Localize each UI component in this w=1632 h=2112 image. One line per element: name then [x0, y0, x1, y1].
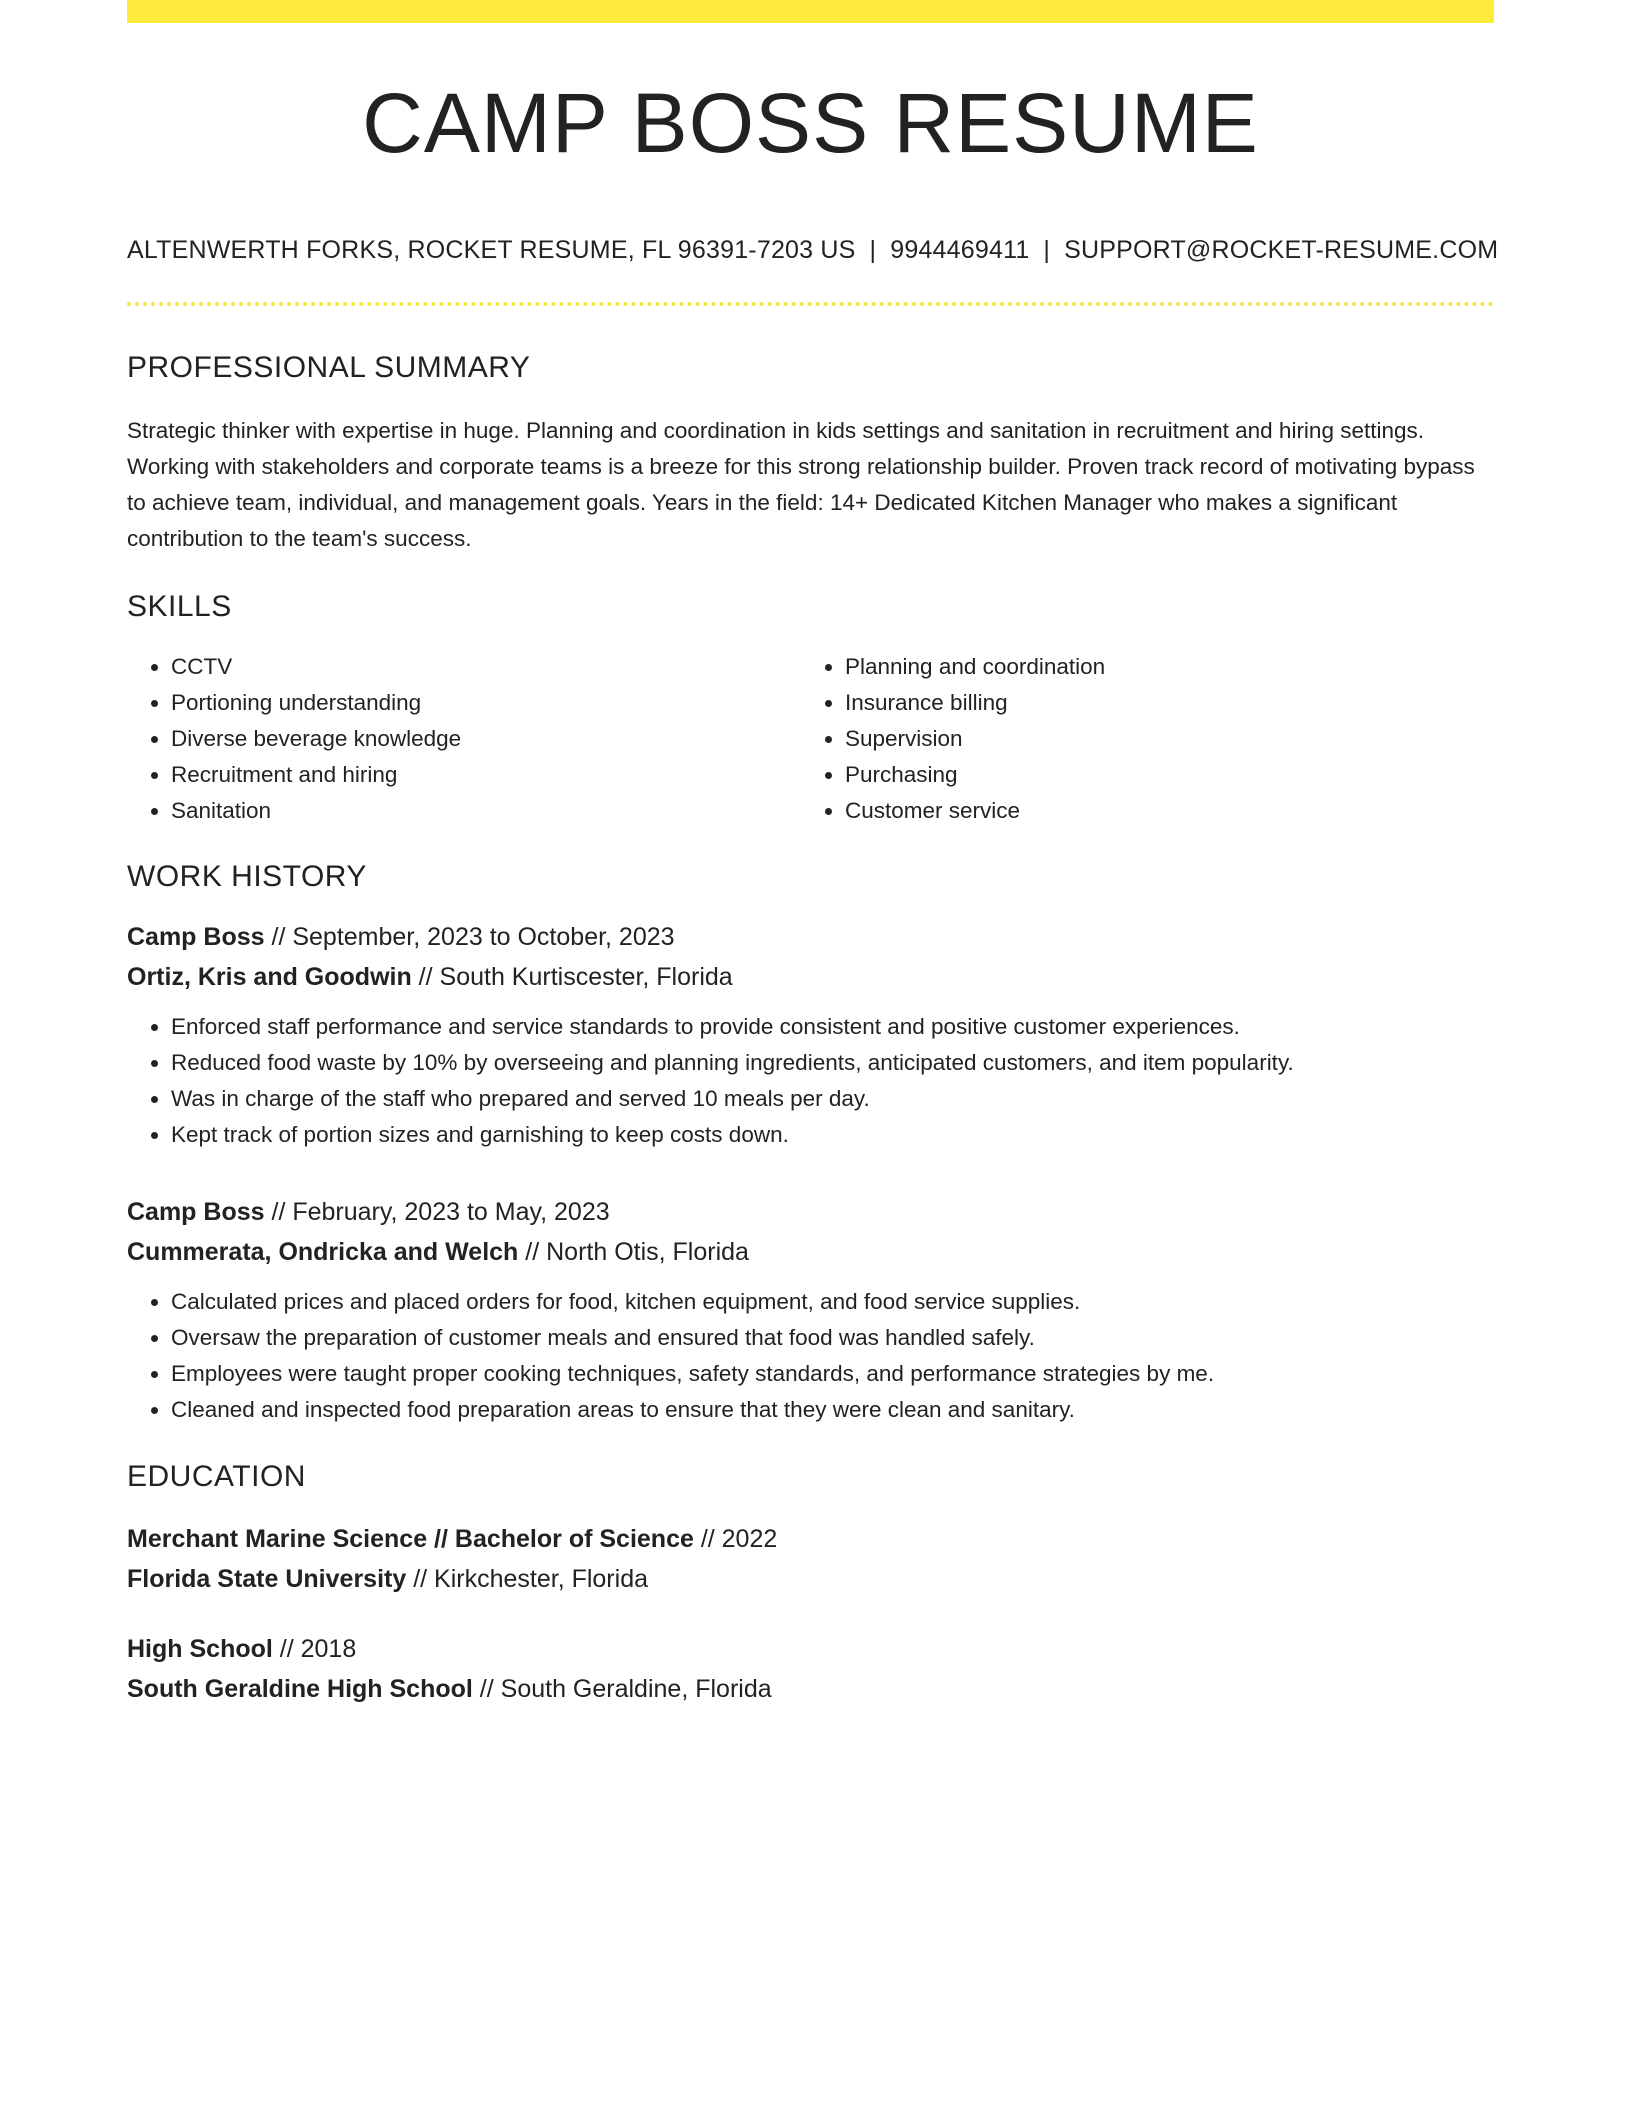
education-school-line [127, 1559, 1494, 1599]
job-company: Cummerata, Ondricka and Welch [127, 1238, 519, 1266]
education-heading: EDUCATION [127, 1460, 306, 1493]
job-bullet: • Was in charge of the staff who prepared and served 10 meals per day. [171, 1081, 1494, 1117]
skill-item: • Portioning understanding [171, 685, 801, 721]
skills-heading: SKILLS [127, 590, 232, 623]
skills-list [127, 649, 1494, 829]
job-location: // North Otis, Florida [518, 1238, 749, 1266]
skill-item: • Insurance billing [845, 685, 1475, 721]
education-entry [127, 1519, 1494, 1599]
job-bullet: • Enforced staff performance and service standards to provide consistent and positive customer experiences. [171, 1009, 1494, 1045]
job-title-line [127, 1192, 1494, 1232]
contact-separator: | [1043, 236, 1051, 264]
job-location: // South Kurtiscester, Florida [411, 963, 733, 991]
education-year: // 2022 [693, 1525, 778, 1553]
job-bullet: • Calculated prices and placed orders for food, kitchen equipment, and food service supplies. [171, 1284, 1494, 1320]
resume-page [127, 0, 1499, 1709]
job-bullet: • Oversaw the preparation of customer meals and ensured that food was handled safely. [171, 1320, 1494, 1356]
job-role: Camp Boss [127, 923, 265, 951]
job-title-line [127, 917, 1494, 957]
contact-address: ALTENWERTH FORKS, ROCKET RESUME, FL 96391-7203 US [127, 236, 856, 264]
job-entry [127, 917, 1494, 1153]
job-bullets [127, 1284, 1494, 1428]
skill-item: • Recruitment and hiring [171, 757, 801, 793]
skill-item: • Purchasing [845, 757, 1475, 793]
skills-column-right [801, 649, 1475, 829]
job-role: Camp Boss [127, 1198, 265, 1226]
job-bullet: • Employees were taught proper cooking techniques, safety standards, and performance strategies by me. [171, 1356, 1494, 1392]
summary-heading: PROFESSIONAL SUMMARY [127, 351, 531, 384]
job-dates: // September, 2023 to October, 2023 [264, 923, 675, 951]
skill-item: • Supervision [845, 721, 1475, 757]
education-degree-line [127, 1629, 1494, 1669]
summary-text: Strategic thinker with expertise in huge. Planning and coordination in kids settings and sanitation in recruitment and hiring settings. Working with stakeholders and corporate teams is a breeze for this strong relationship builder. Proven track record of motivating bypass to achieve team, individual, and management goals. Years in the field: 14+ Dedicated Kitchen Manager who makes a significant contribution to the team's success. [127, 418, 1475, 551]
dotted-divider [127, 302, 1494, 306]
job-company-line [127, 1232, 1494, 1272]
contact-phone: 9944469411 [890, 236, 1030, 264]
job-company: Ortiz, Kris and Goodwin [127, 963, 412, 991]
contact-line [127, 236, 1499, 265]
skills-column-left [127, 649, 801, 829]
education-school: South Geraldine High School [127, 1675, 473, 1703]
accent-top-bar [127, 0, 1494, 23]
education-degree: Merchant Marine Science // Bachelor of Science [127, 1525, 694, 1553]
work-history-heading: WORK HISTORY [127, 860, 367, 893]
education-entry [127, 1629, 1494, 1709]
resume-title: CAMP BOSS RESUME [362, 76, 1259, 170]
contact-separator: | [869, 236, 877, 264]
education-school: Florida State University [127, 1565, 407, 1593]
job-bullet: • Kept track of portion sizes and garnishing to keep costs down. [171, 1117, 1494, 1153]
education-location: // Kirkchester, Florida [406, 1565, 648, 1593]
education-location: // South Geraldine, Florida [472, 1675, 772, 1703]
skill-item: • Sanitation [171, 793, 801, 829]
job-bullet: • Reduced food waste by 10% by overseeing and planning ingredients, anticipated customers, and item popularity. [171, 1045, 1494, 1081]
skill-item: • Planning and coordination [845, 649, 1475, 685]
job-dates: // February, 2023 to May, 2023 [264, 1198, 610, 1226]
job-bullets [127, 1009, 1494, 1153]
job-company-line [127, 957, 1494, 997]
contact-email: SUPPORT@ROCKET-RESUME.COM [1064, 236, 1499, 264]
education-degree: High School [127, 1635, 273, 1663]
job-entry [127, 1192, 1494, 1428]
education-degree-line [127, 1519, 1494, 1559]
skill-item: • CCTV [171, 649, 801, 685]
education-school-line [127, 1669, 1494, 1709]
skill-item: • Diverse beverage knowledge [171, 721, 801, 757]
skill-item: • Customer service [845, 793, 1475, 829]
education-year: // 2018 [272, 1635, 357, 1663]
job-bullet: • Cleaned and inspected food preparation areas to ensure that they were clean and sanitary. [171, 1392, 1494, 1428]
